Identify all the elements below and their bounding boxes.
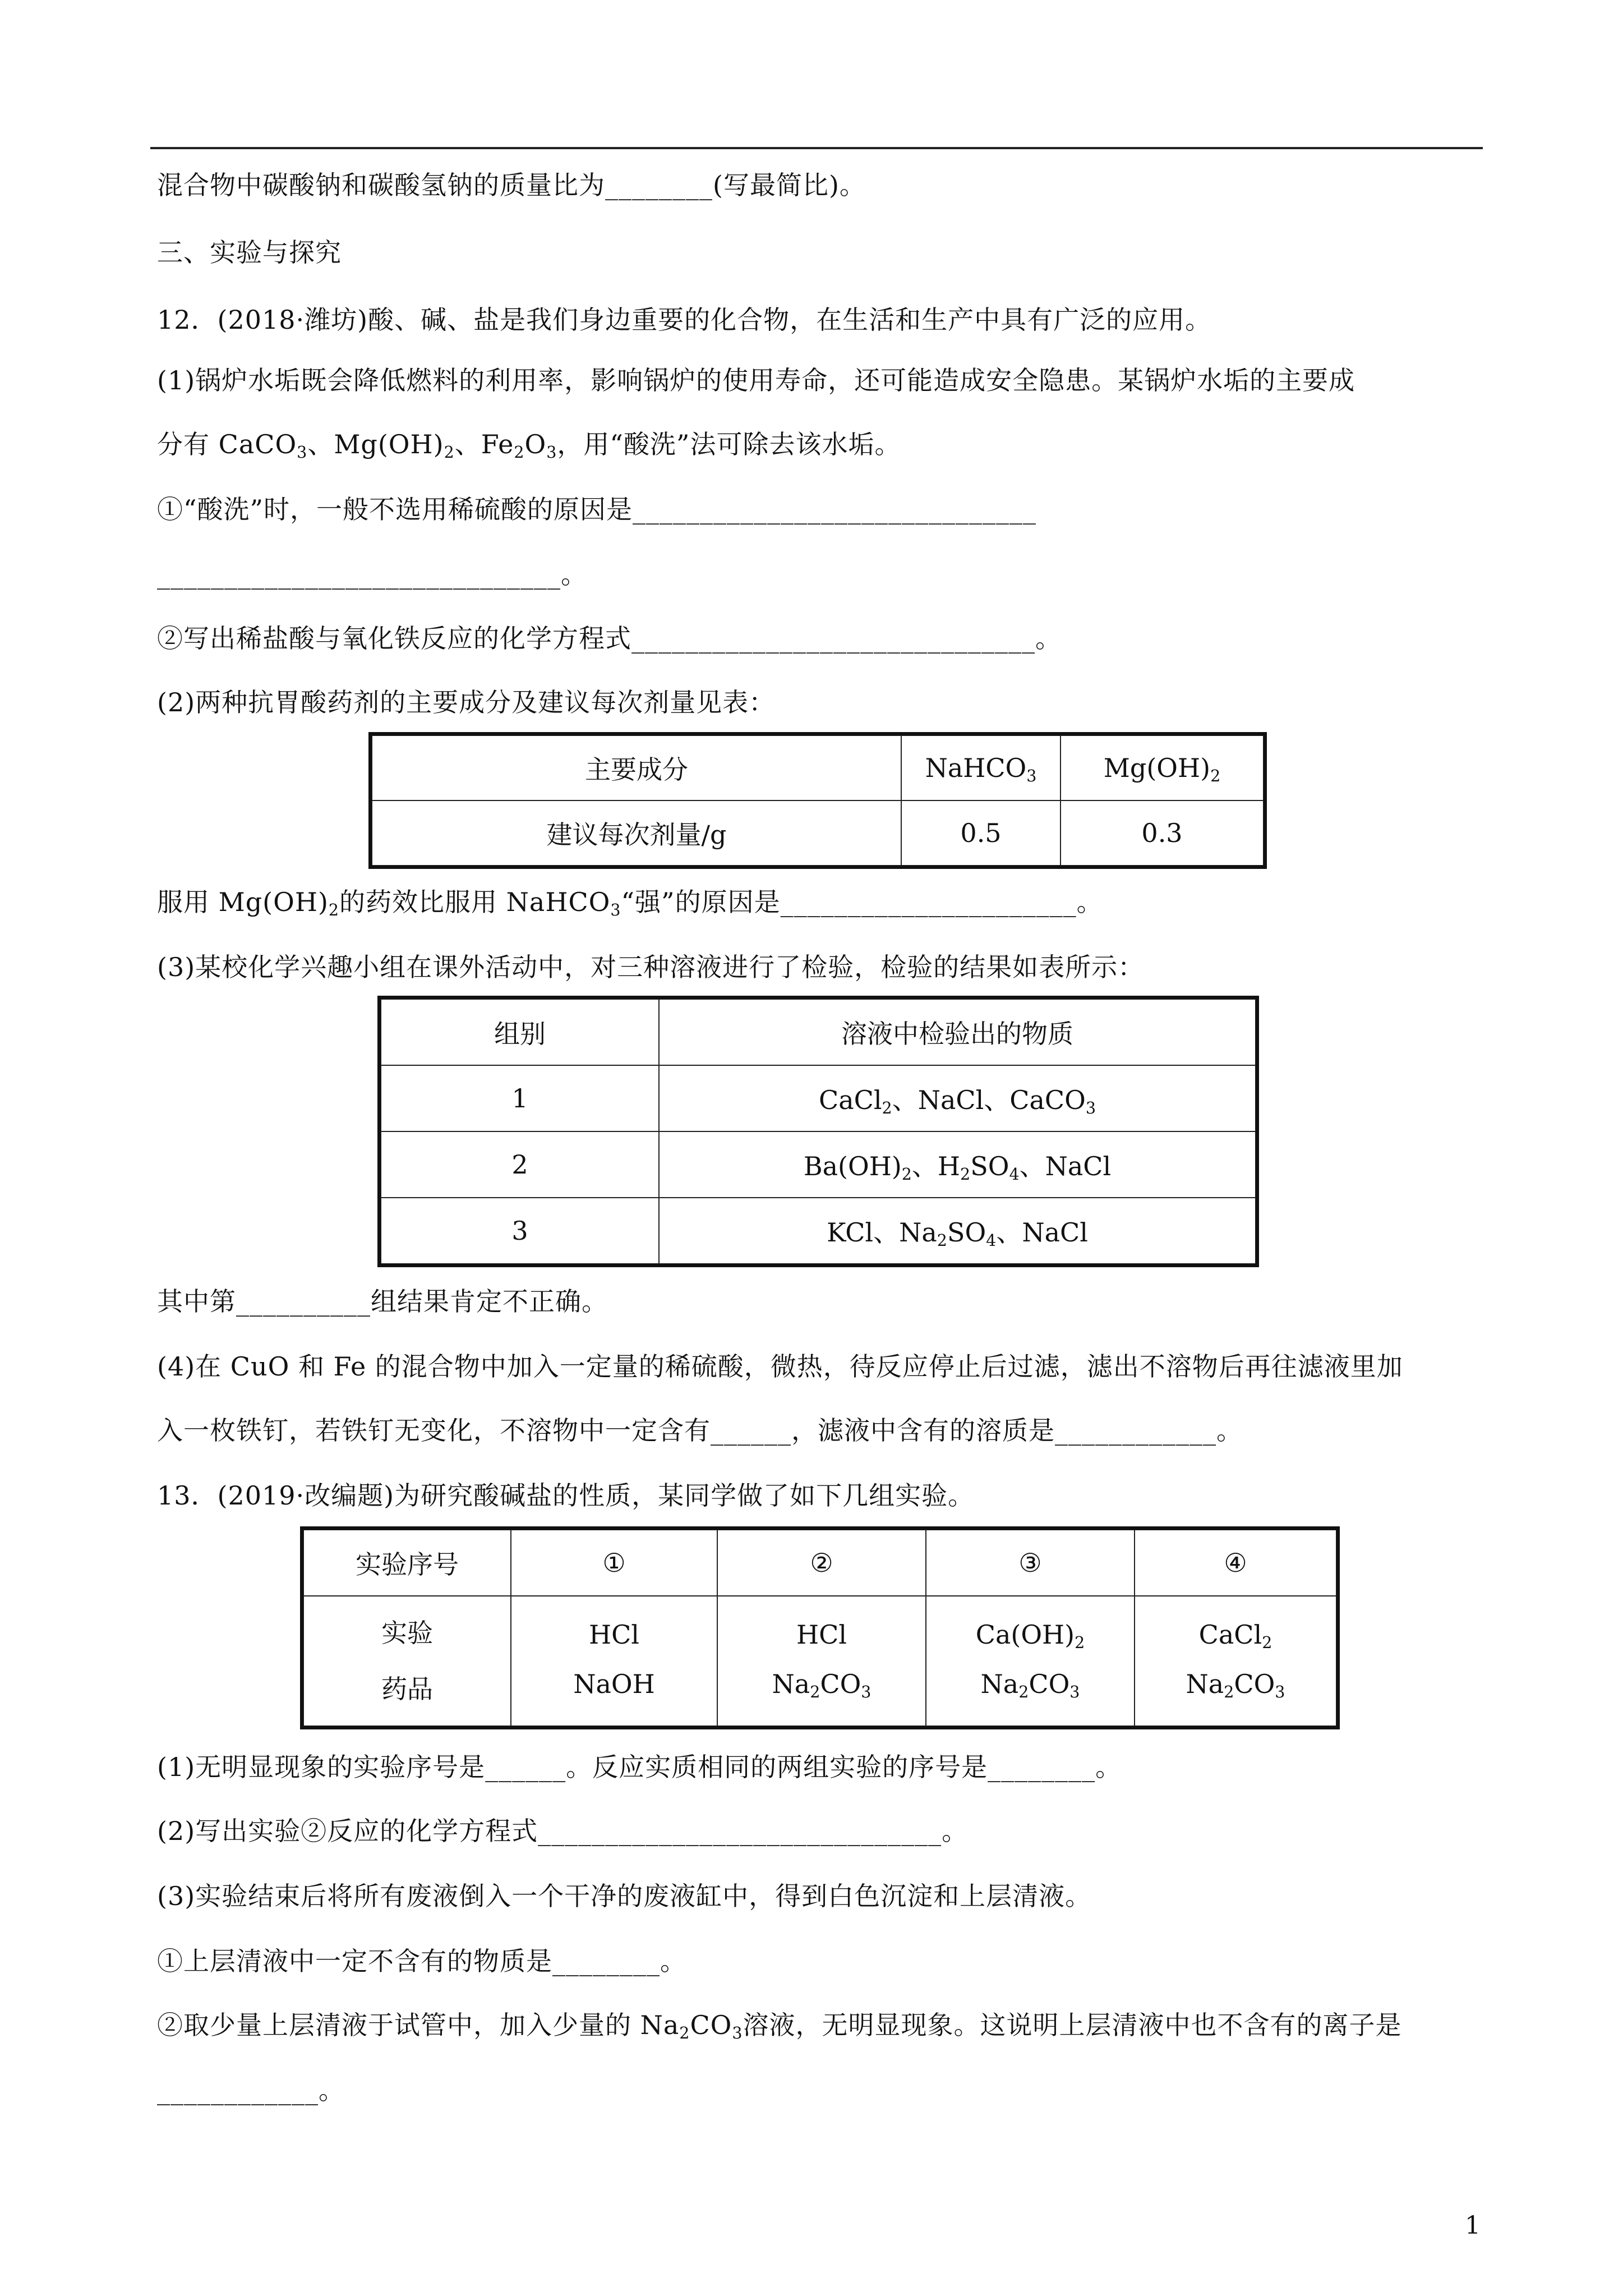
text-line: (4)在 CuO 和 Fe 的混合物中加入一定量的稀硫酸，微热，待反应停止后过滤，滤出不溶物后再往滤液里加 — [157, 1351, 1403, 1382]
table-header-cell: $Mg(OH)_2$ — [1061, 735, 1264, 800]
table-cell: NaOH — [511, 1661, 717, 1726]
test-result-table — [380, 999, 1256, 1264]
table-cell: 2 — [381, 1131, 659, 1198]
table-cell: CaCl$_2$、NaCl、CaCO$_3$ — [659, 1065, 1256, 1131]
table-header-cell: 主要成分 — [372, 735, 901, 800]
table-cell: 0.5 — [901, 800, 1061, 866]
text-line: ______________________________。 — [157, 559, 587, 590]
text-line: ②取少量上层清液于试管中，加入少量的 $Na_2CO_3$溶液，无明显现象。这说明上层清液中也不含有的离子是 — [157, 2010, 1402, 2042]
table-header-cell: 实验序号 — [303, 1530, 511, 1596]
text-line: (3)某校化学兴趣小组在课外活动中，对三种溶液进行了检验，检验的结果如表所示： — [157, 952, 1145, 982]
text-line: 其中第__________组结果肯定不正确。 — [157, 1286, 608, 1317]
dosage-table — [371, 735, 1264, 866]
section-title: 三、实验与探究 — [157, 237, 342, 268]
table-cell: $Na_2CO_3$ — [926, 1661, 1135, 1726]
table-cell: $Na_2CO_3$ — [717, 1661, 926, 1726]
table-cell: 3 — [381, 1198, 659, 1264]
text-line: ①“酸洗”时，一般不选用稀硫酸的原因是______________________________ — [157, 494, 1037, 524]
table-header-cell: 组别 — [381, 999, 659, 1065]
text-line: (3)实验结束后将所有废液倒入一个干净的废液缸中，得到白色沉淀和上层清液。 — [157, 1881, 1092, 1911]
text-line: ①上层清液中一定不含有的物质是________。 — [157, 1946, 686, 1976]
table-cell: CaCl$_2$ — [1135, 1596, 1336, 1661]
text-line: 服用 $Mg(OH)_2$的药效比服用 NaHCO$_3$“强”的原因是______________________。 — [157, 887, 1103, 919]
table-cell: HCl — [717, 1596, 926, 1661]
header-rule — [150, 147, 1483, 149]
table-cell: $Ba(OH)_2$、$H_2SO_4$、NaCl — [659, 1131, 1256, 1198]
table-header-cell: 溶液中检验出的物质 — [659, 999, 1256, 1065]
page-number: 1 — [1465, 2211, 1481, 2240]
table-cell: KCl、$Na_2SO_4$、NaCl — [659, 1198, 1256, 1264]
table-cell: 1 — [381, 1065, 659, 1131]
table-cell: 药品 — [303, 1661, 511, 1726]
text-line: ②写出稀盐酸与氧化铁反应的化学方程式______________________________。 — [157, 623, 1062, 654]
text-line: ____________。 — [157, 2075, 345, 2105]
experiment-table — [303, 1529, 1337, 1727]
table-cell: 建议每次剂量/g — [372, 800, 901, 866]
text-line: (1)无明显现象的实验序号是______。反应实质相同的两组实验的序号是________。 — [157, 1752, 1122, 1782]
text-line: 混合物中碳酸钠和碳酸氢钠的质量比为________(写最简比)。 — [157, 170, 866, 200]
table-cell: 实验 — [303, 1596, 511, 1661]
table-cell: HCl — [511, 1596, 717, 1661]
text-line: (1)锅炉水垢既会降低燃料的利用率，影响锅炉的使用寿命，还可能造成安全隐患。某锅炉水垢的主要成 — [157, 365, 1355, 395]
table-header-cell: NaHCO$_3$ — [901, 735, 1061, 800]
text-line: 分有 CaCO$_3$、$Mg(OH)_2$、$Fe_2O_3$，用“酸洗”法可除去该水垢。 — [157, 429, 901, 462]
text-line: (2)写出实验②反应的化学方程式______________________________。 — [157, 1816, 969, 1846]
table-cell: $Ca(OH)_2$ — [926, 1596, 1135, 1661]
text-line: 入一枚铁钉，若铁钉无变化，不溶物中一定含有______，滤液中含有的溶质是____________。 — [157, 1415, 1243, 1446]
question-12: 12．(2018·潍坊)酸、碱、盐是我们身边重要的化合物，在生活和生产中具有广泛的应用。 — [157, 305, 1212, 335]
table-header-cell: ② — [717, 1530, 926, 1596]
question-13: 13．(2019·改编题)为研究酸碱盐的性质，某同学做了如下几组实验。 — [157, 1480, 975, 1511]
table-header-cell: ④ — [1135, 1530, 1336, 1596]
table-header-cell: ③ — [926, 1530, 1135, 1596]
text-line: (2)两种抗胃酸药剂的主要成分及建议每次剂量见表： — [157, 687, 776, 717]
table-header-cell: ① — [511, 1530, 717, 1596]
table-cell: $Na_2CO_3$ — [1135, 1661, 1336, 1726]
table-cell: 0.3 — [1061, 800, 1264, 866]
